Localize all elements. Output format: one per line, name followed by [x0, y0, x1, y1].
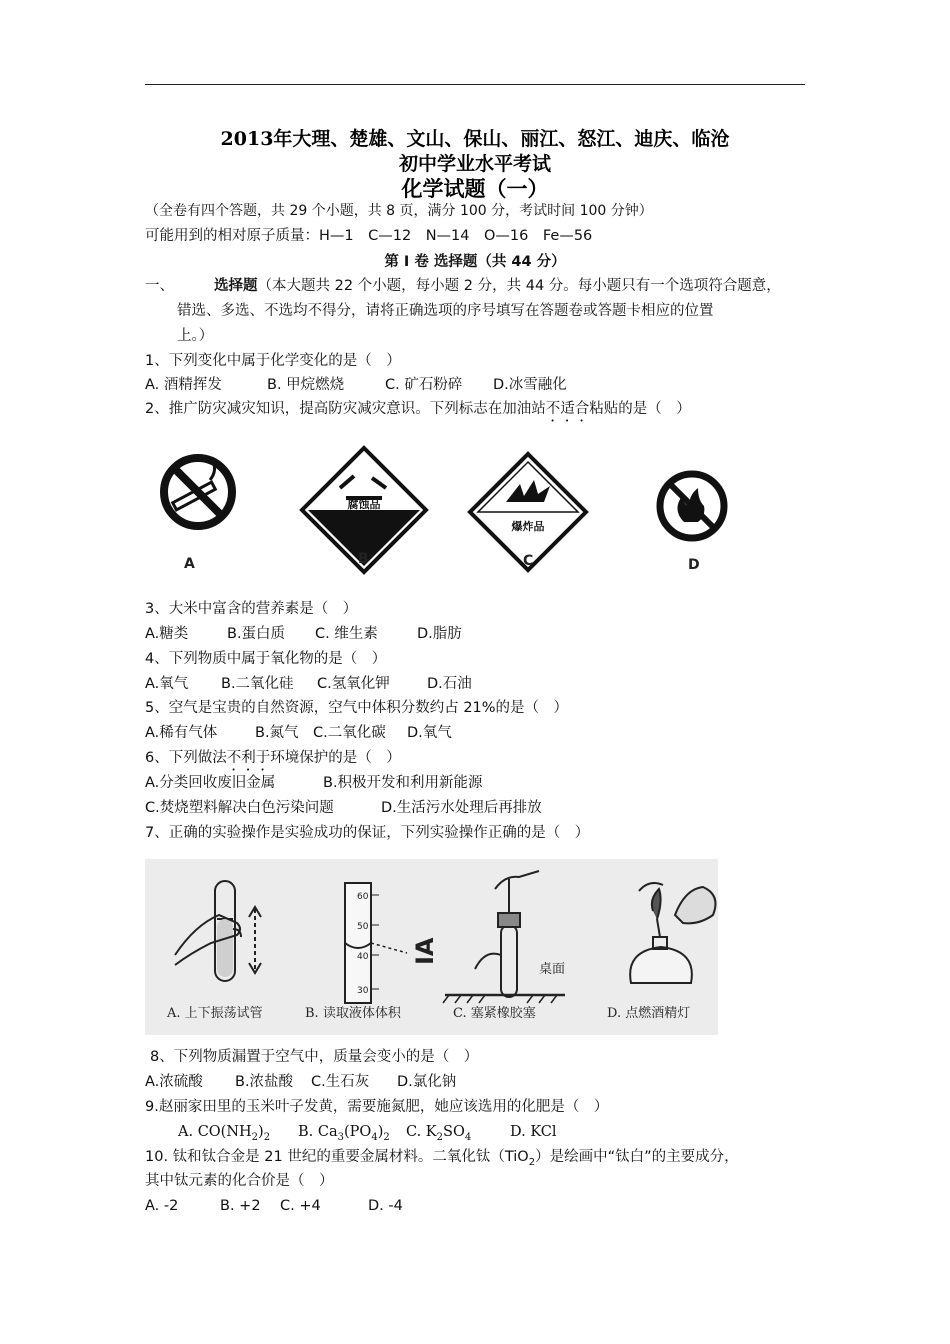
section-number: 一、: [145, 278, 174, 294]
question-5-options: [145, 723, 452, 743]
q9-option-c: C. $K_2SO_4$: [406, 1124, 472, 1143]
question-6-options-row1: [145, 773, 483, 793]
section-instructions-2: 错选、多选、不选均不得分，请将正确选项的序号填写在答题卷或答题卡相应的位置: [177, 303, 714, 319]
svg-text:IA: IA: [411, 937, 439, 965]
desk-label: 桌面: [539, 962, 566, 977]
cylinder-tick-60: 60: [357, 892, 369, 902]
q6-stem-part1: 6、下列做法: [145, 750, 227, 766]
q5-option-d: D.氧气: [407, 725, 452, 741]
sign-c-label: C: [523, 553, 534, 569]
q1-option-c: C. 矿石粉碎: [385, 377, 463, 393]
section-instructions-3: 上。）: [177, 328, 214, 344]
question-1-stem: 1、下列变化中属于化学变化的是（ ）: [145, 353, 401, 369]
question-10-stem-1: [145, 1147, 739, 1173]
corrosive-sign-text: 腐蚀品: [347, 498, 381, 511]
q6-option-c: C.焚烧塑料解决白色污染问题: [145, 800, 334, 816]
question-6-stem: [145, 748, 401, 774]
question-6-options-row2: [145, 798, 542, 818]
q1-option-b: B. 甲烷燃烧: [267, 377, 345, 393]
q3-option-c: C. 维生素: [315, 626, 378, 642]
cylinder-tick-40: 40: [357, 952, 369, 962]
q8-option-d: D.氯化钠: [397, 1074, 457, 1090]
question-8-options: [145, 1072, 456, 1092]
section-name: 选择题: [214, 278, 258, 294]
q4-option-a: A.氧气: [145, 676, 189, 692]
question-4-options: [145, 674, 472, 694]
q8-option-b: B.浓盐酸: [235, 1074, 294, 1090]
q6-option-d: D.生活污水处理后再排放: [381, 800, 542, 816]
question-10-options: [145, 1196, 403, 1216]
q1-option-d: D.冰雪融化: [493, 377, 567, 393]
q2-signs-figure: [140, 440, 740, 585]
q10-option-a: A. -2: [145, 1198, 179, 1214]
q6-stem-emphasis: 不利于: [226, 750, 271, 766]
q6-option-b: B.积极开发和利用新能源: [323, 775, 483, 791]
q4-option-c: C.氢氧化钾: [317, 676, 390, 692]
exam-intro: （全卷有四个答题，共 29 个小题，共 8 页，满分 100 分，考试时间 100 分钟）: [145, 203, 653, 219]
question-9-options: [178, 1122, 557, 1148]
q4-option-b: B.二氧化硅: [221, 676, 294, 692]
q10-stem-part1: 10. 钛和钛合金是 21 世纪的重要金属材料。二氧化钛（TiO: [145, 1149, 529, 1165]
q10-option-c: C. +4: [280, 1198, 321, 1214]
panel-c-caption: C. 塞紧橡胶塞: [453, 1006, 536, 1021]
question-8-stem: 8、下列物质漏置于空气中，质量会变小的是（ ）: [150, 1049, 479, 1065]
exam-title-line3: 化学试题（一）: [401, 176, 549, 201]
exam-title-line2: 初中学业水平考试: [398, 153, 551, 175]
atomic-masses: 可能用到的相对原子质量：H—1 C—12 N—14 O—16 Fe—56: [145, 228, 593, 244]
question-5-stem: 5、空气是宝贵的自然资源，空气中体积分数约占 21%的是（ ）: [145, 700, 569, 716]
question-10-stem-2: 其中钛元素的化合价是（ ）: [145, 1173, 334, 1189]
q4-option-d: D.石油: [427, 676, 472, 692]
instructions-text-1: （本大题共 22 个小题，每小题 2 分，共 44 分。每小题只有一个选项符合题意，: [257, 278, 781, 294]
panel-b-caption: B. 读取液体体积: [305, 1006, 401, 1021]
q5-option-c: C.二氧化碳: [313, 725, 386, 741]
header-rule: [145, 84, 805, 85]
panel-d-caption: D. 点燃酒精灯: [607, 1006, 691, 1021]
q9-option-d: D. KCl: [510, 1124, 557, 1140]
q1-option-a: A. 酒精挥发: [145, 377, 222, 393]
panel-a-caption: A. 上下振荡试管: [167, 1006, 263, 1021]
q3-option-b: B.蛋白质: [227, 626, 286, 642]
question-2-stem: [145, 399, 691, 425]
q10-stem-part2: ）是绘画中“钛白”的主要成分，: [535, 1149, 739, 1165]
no-smoking-sign: [164, 458, 232, 572]
q10-stem-sub: 2: [528, 1156, 536, 1168]
explosive-sign: [470, 454, 586, 570]
question-7-stem: 7、正确的实验操作是实验成功的保证，下列实验操作正确的是（ ）: [145, 825, 590, 841]
sign-d-label: D: [688, 557, 700, 573]
corrosive-sign: [302, 448, 426, 572]
exam-title-line1: 2013年大理、楚雄、文山、保山、丽江、怒江、迪庆、临沧: [220, 128, 730, 150]
section-heading: 第 I 卷 选择题（共 44 分）: [384, 254, 566, 270]
section-instructions-1: [145, 276, 781, 296]
q7-experiment-figure: [145, 859, 718, 1035]
q6-stem-part2: 环境保护的是（ ）: [270, 750, 401, 766]
q8-option-a: A.浓硫酸: [145, 1074, 203, 1090]
q2-stem-part1: 2、推广防灾减灾知识，提高防灾减灾意识。下列标志在加油站: [145, 401, 546, 417]
cylinder-tick-50: 50: [357, 922, 369, 932]
question-1-options: [145, 375, 567, 395]
q2-stem-emphasis: 不适合: [545, 401, 590, 417]
q8-option-c: C.生石灰: [311, 1074, 370, 1090]
question-4-stem: 4、下列物质中属于氧化物的是（ ）: [145, 651, 387, 667]
q3-option-d: D.脂肪: [417, 626, 462, 642]
q9-option-a: A. $CO(NH_2)_2$: [178, 1124, 271, 1143]
sign-b-label: B: [358, 551, 369, 567]
q10-option-b: B. +2: [220, 1198, 261, 1214]
question-3-options: [145, 624, 462, 644]
q10-option-d: D. -4: [368, 1198, 403, 1214]
q2-stem-part2: 粘贴的是（ ）: [589, 401, 691, 417]
no-open-flame-sign: [660, 474, 724, 573]
question-9-stem: 9.赵丽家田里的玉米叶子发黄，需要施氮肥，她应该选用的化肥是（ ）: [145, 1099, 609, 1115]
q5-option-b: B.氮气: [255, 725, 299, 741]
q9-option-b: B. $Ca_3(PO_4)_2$: [298, 1124, 390, 1143]
cylinder-tick-30: 30: [357, 986, 369, 996]
q5-option-a: A.稀有气体: [145, 725, 218, 741]
q6-option-a: A.分类回收废旧金属: [145, 775, 276, 791]
explosive-sign-text: 爆炸品: [511, 520, 545, 533]
q3-option-a: A.糖类: [145, 626, 189, 642]
sign-a-label: A: [184, 556, 195, 572]
question-3-stem: 3、大米中富含的营养素是（ ）: [145, 601, 358, 617]
